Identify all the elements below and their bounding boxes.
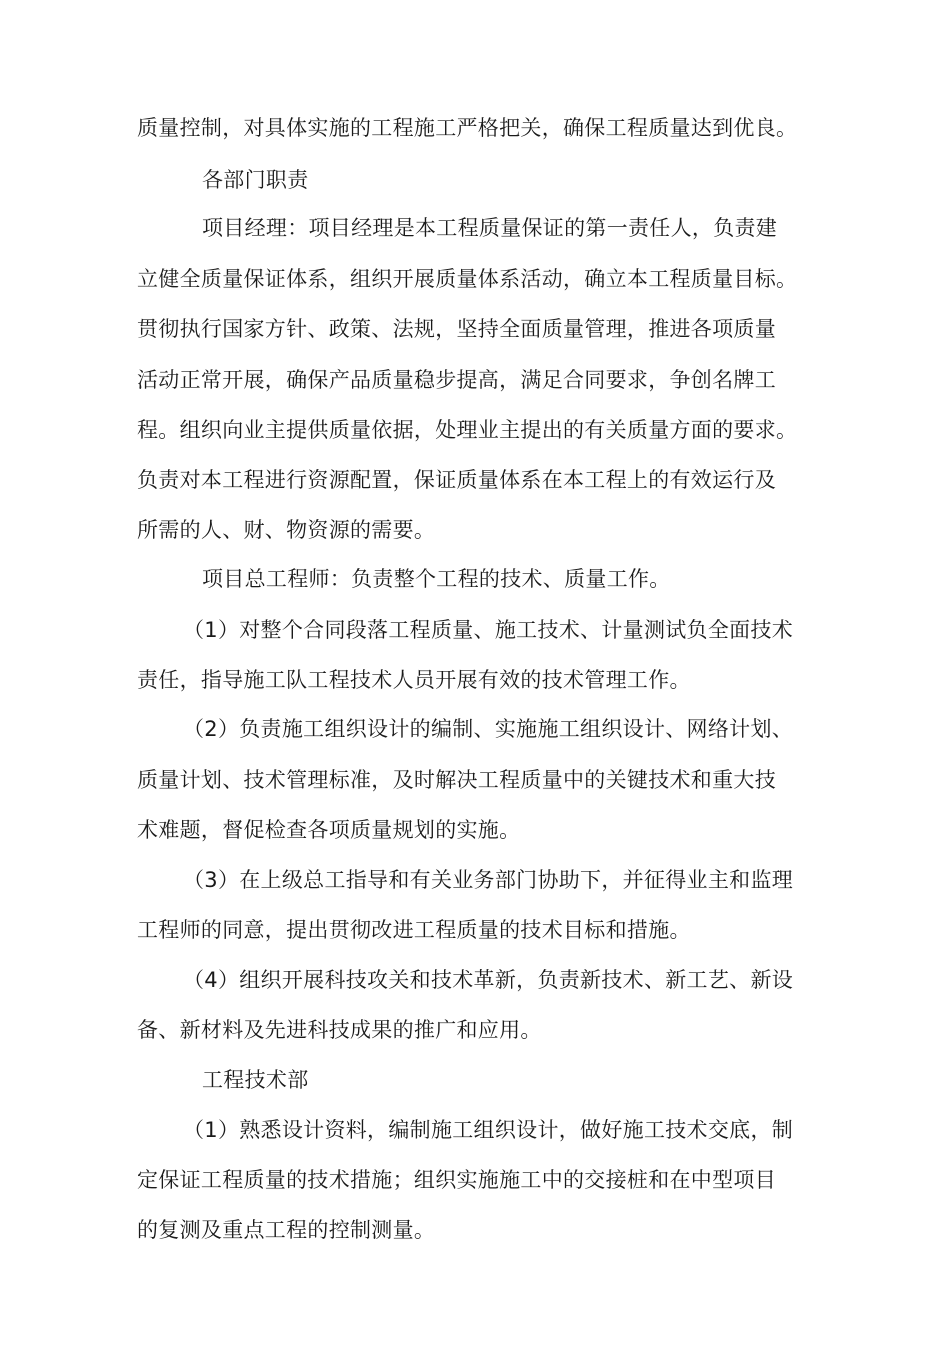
text-line: （2）负责施工组织设计的编制、实施施工组织设计、网络计划、 <box>183 717 794 741</box>
text-line: 定保证工程质量的技术措施；组织实施施工中的交接桩和在中型项目 <box>137 1168 776 1192</box>
text-line: 程。组织向业主提供质量依据，处理业主提出的有关质量方面的要求。 <box>137 418 798 442</box>
text-line: 负责对本工程进行资源配置，保证质量体系在本工程上的有效运行及 <box>137 468 776 492</box>
text-line: 的复测及重点工程的控制测量。 <box>137 1218 436 1242</box>
text-line: 所需的人、财、物资源的需要。 <box>137 518 436 542</box>
text-line: 活动正常开展，确保产品质量稳步提高，满足合同要求，争创名牌工 <box>137 368 776 392</box>
text-line: 贯彻执行国家方针、政策、法规，坚持全面质量管理，推进各项质量 <box>137 317 776 341</box>
text-line: （3）在上级总工指导和有关业务部门协助下，并征得业主和监理 <box>183 868 794 892</box>
text-line: （1）熟悉设计资料，编制施工组织设计，做好施工技术交底，制 <box>183 1118 794 1142</box>
text-line: 责任，指导施工队工程技术人员开展有效的技术管理工作。 <box>137 668 691 692</box>
text-line: 备、新材料及先进科技成果的推广和应用。 <box>137 1018 542 1042</box>
section-heading: 各部门职责 <box>202 168 309 192</box>
section-heading: 工程技术部 <box>202 1068 309 1092</box>
text-line: 质量控制，对具体实施的工程施工严格把关，确保工程质量达到优良。 <box>137 116 798 140</box>
text-line: 质量计划、技术管理标准，及时解决工程质量中的关键技术和重大技 <box>137 768 776 792</box>
text-line: 项目经理：项目经理是本工程质量保证的第一责任人，负责建 <box>202 216 778 240</box>
text-line: 立健全质量保证体系，组织开展质量体系活动，确立本工程质量目标。 <box>137 267 798 291</box>
text-line: （1）对整个合同段落工程质量、施工技术、计量测试负全面技术 <box>183 618 794 642</box>
text-line: 术难题，督促检查各项质量规划的实施。 <box>137 818 521 842</box>
text-line: 工程师的同意，提出贯彻改进工程质量的技术目标和措施。 <box>137 918 691 942</box>
text-line: 项目总工程师：负责整个工程的技术、质量工作。 <box>202 567 671 591</box>
text-line: （4）组织开展科技攻关和技术革新，负责新技术、新工艺、新设 <box>183 968 794 992</box>
